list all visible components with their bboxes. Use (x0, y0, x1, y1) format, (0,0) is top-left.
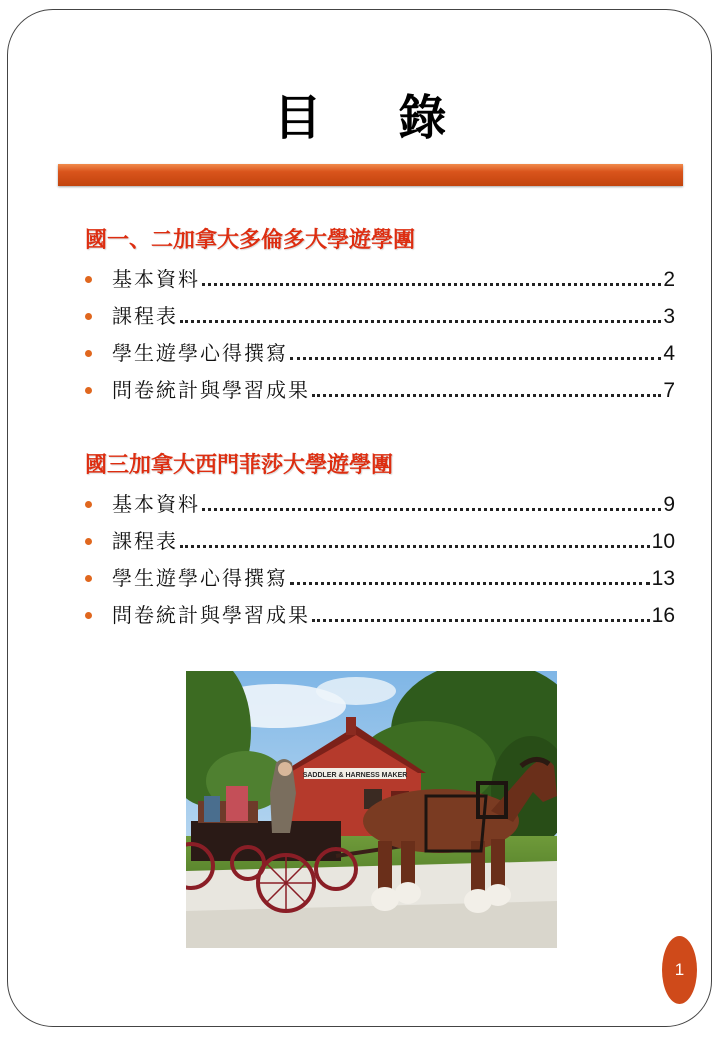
dot-leader (290, 560, 650, 585)
toc-item-label: 課程表 (112, 304, 178, 328)
bullet-icon (85, 387, 92, 394)
toc-item[interactable] (85, 298, 675, 335)
toc-item[interactable] (85, 560, 675, 597)
toc-item-label: 基本資料 (112, 267, 200, 291)
section-heading: 國三加拿大西門菲莎大學遊學團 (85, 453, 394, 478)
bullet-icon (85, 575, 92, 582)
dot-leader (312, 372, 661, 397)
horse-carriage-photo (186, 671, 557, 948)
toc-item-page: 16 (651, 604, 675, 627)
toc-item[interactable] (85, 486, 675, 523)
toc-item-label: 學生遊學心得撰寫 (112, 566, 288, 590)
dot-leader (290, 335, 661, 360)
toc-item-label: 問卷統計與學習成果 (112, 378, 310, 402)
toc-section-2 (85, 450, 675, 634)
dot-leader (312, 597, 650, 622)
toc-item-page: 13 (651, 567, 675, 590)
bullet-icon (85, 313, 92, 320)
toc-item[interactable] (85, 261, 675, 298)
bullet-icon (85, 538, 92, 545)
page-number-badge: 1 (662, 936, 697, 1004)
toc-item[interactable] (85, 335, 675, 372)
toc-list (85, 486, 675, 634)
bullet-icon (85, 350, 92, 357)
toc-item-page: 9 (663, 493, 675, 516)
bullet-icon (85, 501, 92, 508)
bullet-icon (85, 276, 92, 283)
dot-leader (180, 298, 661, 323)
toc-item-page: 2 (663, 268, 675, 291)
toc-item-page: 4 (663, 342, 675, 365)
toc-list (85, 261, 675, 409)
page-title: 目 錄 (273, 90, 477, 146)
toc-item-page: 3 (663, 305, 675, 328)
toc-item[interactable] (85, 597, 675, 634)
dot-leader (202, 486, 661, 511)
toc-item-label: 問卷統計與學習成果 (112, 603, 310, 627)
toc-item-page: 10 (651, 530, 675, 553)
dot-leader (202, 261, 661, 286)
toc-section-1 (85, 225, 675, 409)
barn-sign: SADDLER & HARNESS MAKER (302, 772, 408, 779)
section-heading: 國一、二加拿大多倫多大學遊學團 (85, 228, 416, 253)
dot-leader (180, 523, 650, 548)
toc-item-label: 基本資料 (112, 492, 200, 516)
toc-item[interactable] (85, 372, 675, 409)
toc-item[interactable] (85, 523, 675, 560)
toc-item-page: 7 (663, 379, 675, 402)
toc-item-label: 學生遊學心得撰寫 (112, 341, 288, 365)
bullet-icon (85, 612, 92, 619)
toc-item-label: 課程表 (112, 529, 178, 553)
title-underline-bar (58, 164, 683, 186)
